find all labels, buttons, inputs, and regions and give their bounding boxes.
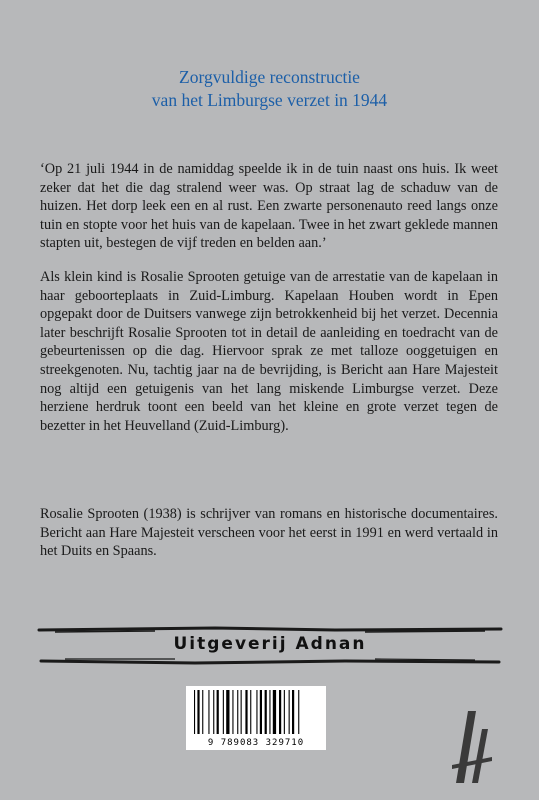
barcode	[186, 686, 326, 750]
tagline-line-2: van het Limburgse verzet in 1944	[151, 90, 388, 110]
barcode-bars	[194, 690, 318, 734]
logo-icon	[446, 705, 496, 785]
author-bio-paragraph: Rosalie Sprooten (1938) is schrijver van romans en historische documentaires. Bericht aan Hare Majesteit verscheen voor het eerst in 1991 en werd vertaald in het Duits en Spaans.	[40, 506, 498, 560]
quote-paragraph: ‘Op 21 juli 1944 in de namiddag speelde ik in de tuin naast ons huis. Ik weet zeker dat het die dag stralend weer was. Op straat lag de schaduw van de huizen. Het dorp leek een en al rust. Een zwarte personenauto reed langs onze tuin en stopte voor het huis van de kapelaan. Twee in het zwart geklede mannen stapten uit, bestegen de vijf treden en belden aan.’	[40, 161, 498, 252]
isbn-number: 9 789083 329710	[207, 738, 305, 748]
publisher-logo	[446, 705, 496, 785]
tagline	[0, 66, 539, 112]
publisher-banner	[35, 626, 505, 666]
blurb-paragraph: Als klein kind is Rosalie Sprooten getuige van de arrestatie van de kapelaan in haar geboorteplaats in Zuid-Limburg. Kapelaan Houben wordt in Epen opgepakt door de Duitsers vanwege zijn betrokkenheid bij het verzet. Decennia later beschrijft Rosalie Sprooten tot in detail de aanleiding en toedracht van de gebeurtenissen op die dag. Hiervoor sprak ze met talloze ooggetuigen en streekgenoten. Nu, tachtig jaar na de bevrijding, is Bericht aan Hare Majesteit nog altijd een getuigenis van het lang miskende Limburgse verzet. Deze herziene herdruk toont een beeld van het kleine en grote verzet tegen de bezetter in het Heuvelland (Zuid-Limburg).	[40, 269, 498, 434]
publisher-name: Uitgeverij Adnan	[173, 634, 367, 654]
tagline-line-1: Zorgvuldige reconstructie	[179, 67, 360, 87]
